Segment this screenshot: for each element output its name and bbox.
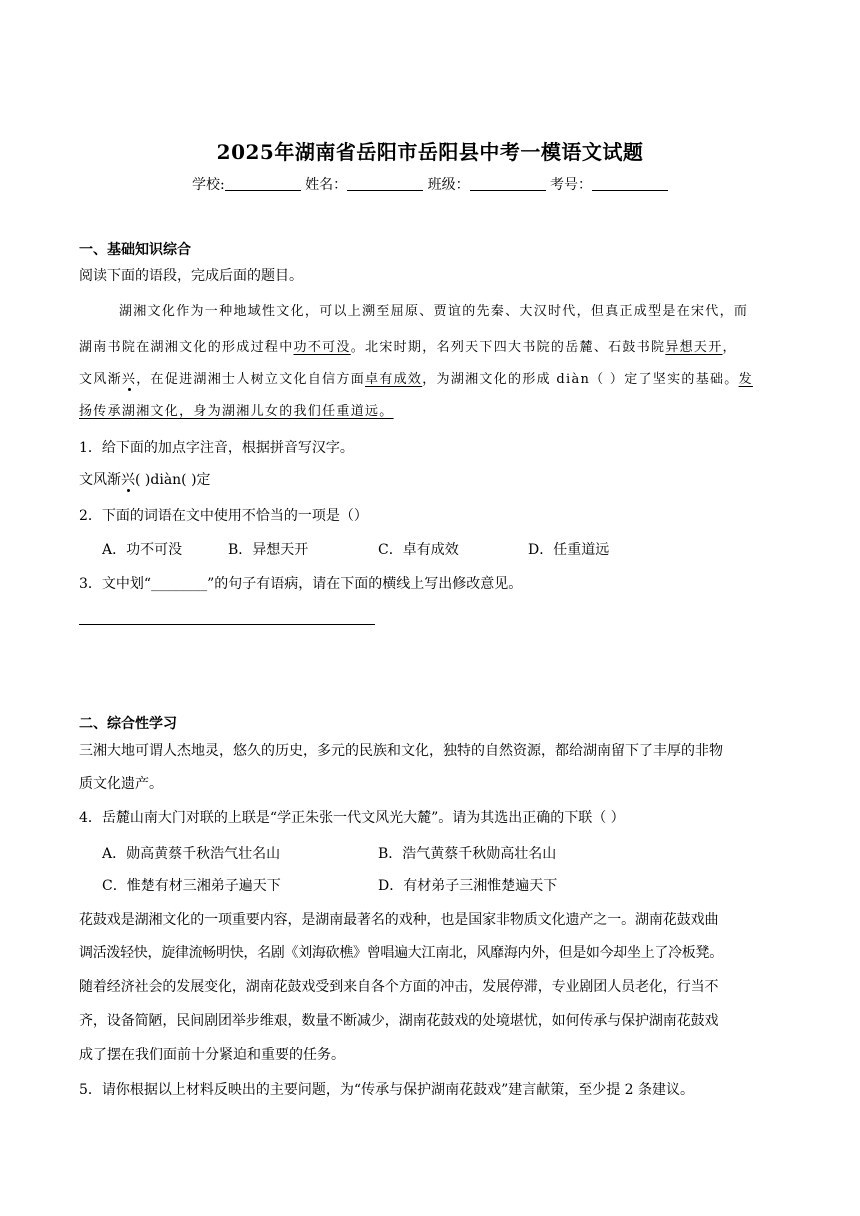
question-3: 3．文中划“________”的句子有语病，请在下面的横线上写出修改意见。	[79, 576, 523, 592]
paragraph-line: 调活泼轻快，旋律流畅明快，名剧《刘海砍樵》曾唱遍大江南北，风靡海内外，但是如今却坐上了冷板凳。	[79, 945, 723, 961]
section1-heading: 一、基础知识综合	[79, 242, 191, 258]
section2-paragraph-line: 质文化遗产。	[79, 776, 163, 792]
paragraph-line: 随着经济社会的发展变化，湖南花鼓戏受到来自各个方面的冲击，发展停滞，专业剧团人员老化，行当不	[79, 979, 719, 995]
exam-number-blank[interactable]	[592, 176, 668, 191]
passage-text: 文风渐	[79, 372, 122, 387]
exam-number-label: 考号：	[550, 177, 593, 193]
name-label: 姓名：	[305, 177, 348, 193]
option-b[interactable]: B．浩气黄蔡千秋勋高壮名山	[378, 846, 557, 862]
question-4: 4．岳麓山南大门对联的上联是“学正朱张一代文风光大麓”。请为其选出正确的下联（ ）	[79, 810, 625, 826]
section2-paragraph-line: 三湘大地可谓人杰地灵，悠久的历史，多元的民族和文化，独特的自然资源，都给湖南留下了丰厚的非物	[79, 743, 723, 759]
section1-intro: 阅读下面的语段，完成后面的题目。	[79, 268, 303, 284]
option-c[interactable]: C．惟楚有材三湘弟子遍天下	[102, 878, 281, 894]
passage-text: ，在促进湖湘士人树立文化自信方面	[136, 372, 366, 387]
option-d[interactable]: D．任重道远	[528, 542, 610, 558]
paragraph-line: 花鼓戏是湖湘文化的一项重要内容，是湖南最著名的戏种，也是国家非物质文化遗产之一。湖南花鼓戏曲	[79, 912, 719, 928]
passage-line-3	[79, 370, 753, 390]
underlined-sentence: 扬传承湖湘文化，身为湖湘儿女的我们任重道远。	[79, 404, 394, 419]
passage-line-1: 湖湘文化作为一种地域性文化，可以上溯至屈原、贾谊的先秦、大汉时代，但真正成型是在宋代，而	[119, 304, 749, 319]
dotted-character: 兴	[121, 372, 137, 387]
school-blank[interactable]	[225, 176, 301, 191]
passage-text: ，	[722, 340, 737, 355]
underlined-word: 异想天开	[665, 340, 723, 355]
q1-answer-blanks[interactable]: ( )diàn( )定	[135, 472, 211, 488]
underlined-word: 功不可没	[293, 340, 351, 355]
question-2: 2．下面的词语在文中使用不恰当的一项是（）	[79, 508, 368, 524]
question-1-answer-line	[79, 470, 211, 490]
student-info-row	[0, 174, 860, 194]
passage-text: 。北宋时期，名列天下四大书院的岳麓、石鼓书院	[350, 340, 666, 355]
class-blank[interactable]	[470, 176, 546, 191]
underlined-word: 卓有成效	[365, 372, 423, 387]
dotted-character: 兴	[121, 472, 135, 488]
passage-line-2	[79, 338, 737, 358]
option-a[interactable]: A．勋高黄蔡千秋浩气壮名山	[102, 846, 281, 862]
page-title: 2025年湖南省岳阳市岳阳县中考一模语文试题	[216, 140, 644, 164]
option-c[interactable]: C．卓有成效	[378, 542, 459, 558]
option-a[interactable]: A．功不可没	[102, 542, 183, 558]
passage-text: 湖南书院在湖湘文化的形成过程中	[79, 340, 294, 355]
paragraph-line: 齐，设备简陋，民间剧团举步维艰，数量不断减少，湖南花鼓戏的处境堪忧，如何传承与保护湖南花鼓戏	[79, 1013, 719, 1029]
answer-underline[interactable]	[79, 624, 375, 625]
school-label: 学校:	[191, 177, 225, 193]
question-5: 5．请你根据以上材料反映出的主要问题，为“传承与保护湖南花鼓戏”建言献策，至少提 2 条建议。	[79, 1082, 695, 1098]
section2-heading: 二、综合性学习	[79, 716, 177, 732]
q1-text: 文风渐	[79, 472, 121, 488]
passage-text: ，为湖湘文化的形成 diàn（ ）定了坚实的基础。	[422, 372, 739, 387]
paragraph-line: 成了摆在我们面前十分紧迫和重要的任务。	[79, 1047, 345, 1063]
question-1: 1．给下面的加点字注音，根据拼音写汉字。	[79, 440, 354, 456]
class-label: 班级：	[427, 177, 470, 193]
option-d[interactable]: D．有材弟子三湘惟楚遍天下	[378, 878, 558, 894]
name-blank[interactable]	[347, 176, 423, 191]
underlined-sentence: 发	[738, 372, 753, 387]
option-b[interactable]: B．异想天开	[228, 542, 309, 558]
